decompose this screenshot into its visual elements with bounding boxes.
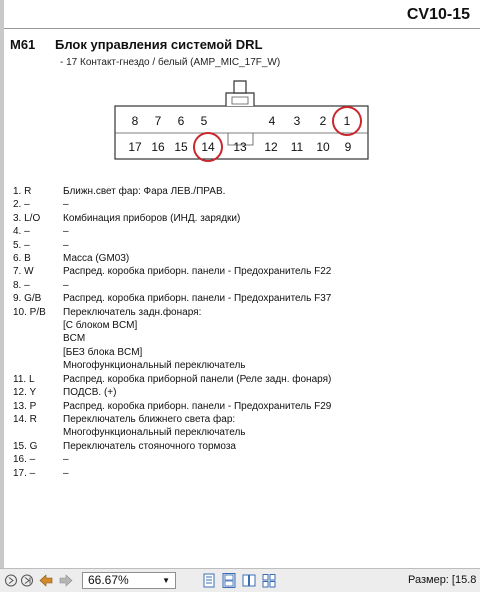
connector-code: M61: [10, 37, 36, 52]
pin-description: [63, 239, 473, 252]
pinout-row: [13, 400, 473, 413]
pin-description-line: Многофункциональный переключатель: [63, 427, 246, 439]
pin-number: 4. –: [13, 226, 30, 238]
pin-description-line: Многофункциональный переключатель: [63, 360, 246, 372]
connector-pin: 17: [128, 140, 142, 154]
pin-description: [63, 225, 473, 238]
pin-number: 5. –: [13, 239, 30, 251]
connector-pin: 13: [233, 140, 247, 154]
connector-pin: 7: [154, 114, 162, 128]
pin-description: [63, 252, 473, 265]
pin-number: 13. P: [13, 400, 37, 412]
pin-description: [63, 467, 473, 480]
pin-number: 15. G: [13, 440, 38, 452]
first-page-icon[interactable]: [4, 573, 18, 588]
pinout-row: [13, 225, 473, 238]
pin-highlight-circle: [332, 106, 362, 136]
pinout-row: [13, 239, 473, 252]
connector-diagram: [114, 105, 369, 160]
connector-pins: [114, 105, 369, 160]
connector-pin: 3: [293, 114, 301, 128]
pin-description-line: –: [63, 279, 69, 291]
pinout-row: [13, 440, 473, 453]
pin-description-line: Распред. коробка приборной панели (Реле задн. фонаря): [63, 373, 332, 385]
pinout-row: [13, 373, 473, 386]
connector-pin: 16: [151, 140, 165, 154]
pinout-row: [13, 198, 473, 211]
last-page-icon[interactable]: [20, 573, 34, 588]
pin-number: 16. –: [13, 454, 36, 466]
connector-pin: 12: [264, 140, 278, 154]
chevron-down-icon[interactable]: ▼: [162, 576, 170, 585]
pin-description-line: –: [63, 467, 69, 479]
pin-description-line: BCM: [63, 333, 86, 345]
pin-description-line: Комбинация приборов (ИНД. зарядки): [63, 212, 241, 224]
pin-description-line: –: [63, 226, 69, 238]
pin-description-line: –: [63, 199, 69, 211]
status-bar: [0, 568, 480, 592]
connector-pin: 4: [268, 114, 276, 128]
pinout-row: [13, 386, 473, 399]
pin-description: [63, 306, 473, 373]
pin-number: 14. R: [13, 413, 37, 425]
pin-highlight-circle: [193, 132, 223, 162]
pin-description-line: Распред. коробка приборн. панели - Предохранитель F37: [63, 293, 332, 305]
pin-number: 11. L: [13, 373, 35, 385]
pin-description: [63, 279, 473, 292]
pin-description-line: Масса (GM03): [63, 253, 130, 265]
viewer-left-border: [0, 0, 4, 568]
document-code: CV10-15: [406, 6, 470, 23]
pin-number: 2. –: [13, 199, 30, 211]
pin-number: 7. W: [13, 266, 34, 278]
connector-pin: 9: [344, 140, 352, 154]
forward-arrow-icon[interactable]: [58, 573, 74, 588]
pin-description: [63, 185, 473, 198]
pin-description: [63, 265, 473, 278]
pinout-row: [13, 306, 473, 373]
pinout-row: [13, 467, 473, 480]
pinout-row: [13, 453, 473, 466]
pin-number: 17. –: [13, 467, 36, 479]
pin-description-line: –: [63, 239, 69, 251]
pinout-row: [13, 279, 473, 292]
pinout-row: [13, 212, 473, 225]
back-arrow-icon[interactable]: [38, 573, 54, 588]
pin-description-line: Ближн.свет фар: Фара ЛЕВ./ПРАВ.: [63, 186, 226, 197]
pin-description: [63, 212, 473, 225]
connector-subtitle: - 17 Контакт-гнездо / белый (AMP_MIC_17F_W): [60, 57, 281, 68]
pin-description-line: [С блоком BCM]: [63, 320, 138, 332]
pin-description: [63, 400, 473, 413]
pinout-list: [13, 185, 473, 480]
grid-view-icon[interactable]: [262, 573, 276, 588]
connector-pin: 10: [316, 140, 330, 154]
pin-number: 12. Y: [13, 387, 37, 399]
pin-description: [63, 386, 473, 399]
pin-description-line: ПОДСВ. (+): [63, 387, 117, 399]
pinout-row: [13, 185, 473, 198]
single-page-icon[interactable]: [202, 573, 216, 588]
continuous-page-icon[interactable]: [222, 573, 236, 588]
pin-description: [63, 413, 473, 440]
connector-pin: 5: [200, 114, 208, 128]
connector-title: Блок управления системой DRL: [55, 37, 263, 52]
pin-number: 9. G/B: [13, 293, 42, 305]
connector-pin: 14: [201, 140, 215, 154]
pinout-row: [13, 292, 473, 305]
pin-description: [63, 198, 473, 211]
pin-number: 6. B: [13, 253, 31, 265]
connector-pin: 8: [131, 114, 139, 128]
pin-number: 10. P/B: [13, 306, 46, 318]
zoom-select[interactable]: [82, 572, 176, 589]
pin-description: [63, 453, 473, 466]
connector-pin: 2: [319, 114, 327, 128]
pin-description: [63, 292, 473, 305]
connector-pin: 15: [174, 140, 188, 154]
pinout-row: [13, 265, 473, 278]
header-rule: [4, 28, 480, 29]
pin-description-line: Переключатель стояночного тормоза: [63, 440, 236, 452]
pinout-row: [13, 413, 473, 440]
pin-description-line: –: [63, 454, 69, 466]
pin-description-line: Распред. коробка приборн. панели - Предохранитель F22: [63, 266, 332, 278]
connector-pin: 6: [177, 114, 185, 128]
zoom-value: 66.67%: [88, 573, 129, 587]
pinout-row: [13, 252, 473, 265]
pin-description-line: Переключатель задн.фонаря:: [63, 306, 202, 318]
facing-pages-icon[interactable]: [242, 573, 256, 588]
connector-pin: 1: [343, 114, 351, 128]
pin-number: 8. –: [13, 279, 30, 291]
pin-description: [63, 373, 473, 386]
pin-description-line: Распред. коробка приборн. панели - Предохранитель F29: [63, 400, 332, 412]
page-size-label: Размер: [15.8: [408, 574, 477, 586]
pin-description-line: [БЕЗ блока BCM]: [63, 346, 143, 358]
pin-description: [63, 440, 473, 453]
pin-number: 1. R: [13, 186, 32, 197]
pin-description-line: Переключатель ближнего света фар:: [63, 413, 236, 425]
pin-number: 3. L/O: [13, 212, 41, 224]
connector-pin: 11: [290, 140, 304, 154]
